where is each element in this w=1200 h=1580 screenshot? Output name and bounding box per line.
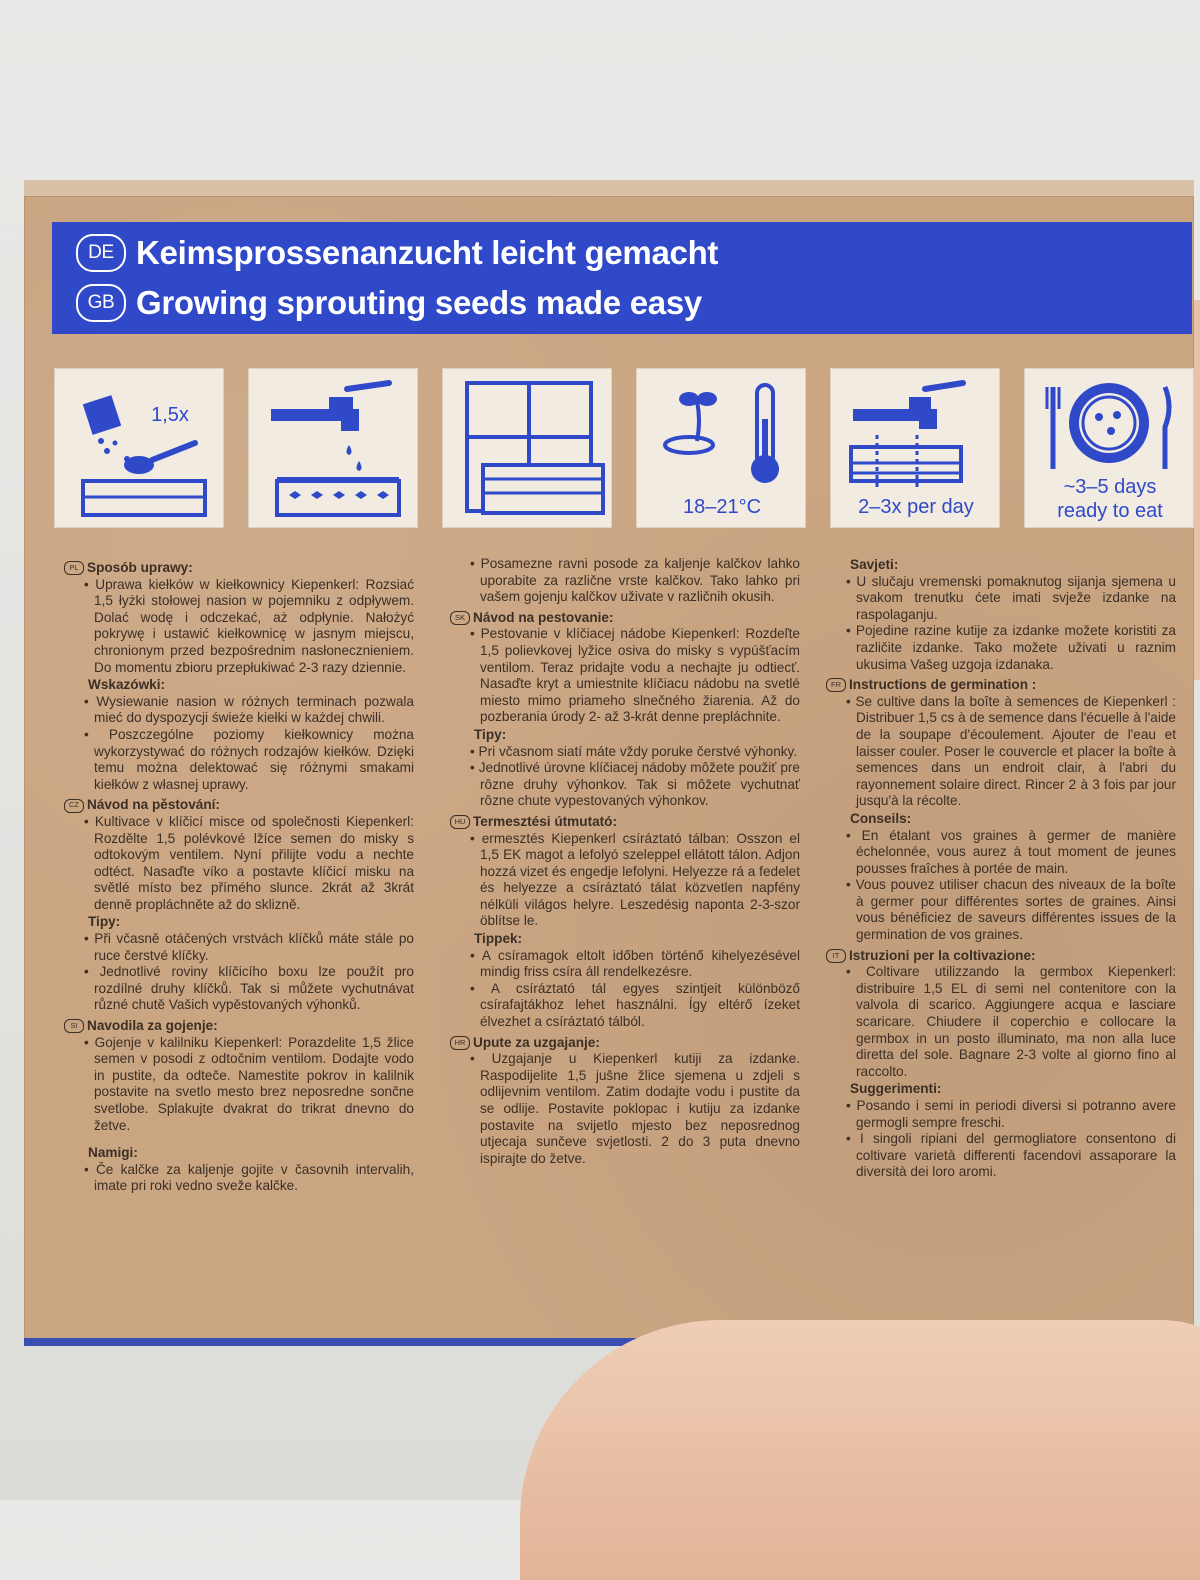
instruction-bullet: • Coltivare utilizzando la germbox Kiepenkerl: distribuire 1,5 EL di semi nel contenitore con la valvola di scarico. Aggiungere acqua e lasciare scaricare. Chiudere il coperchio e collocare la germbox in un posto illuminato, ma non alla luce diretta del sole. Bagnare 2-3 volte al giorno fino al raccolto. [826, 964, 1176, 1080]
instruction-bullet: • Pri včasnom siatí máte vždy poruke čerstvé výhonky. [450, 744, 800, 761]
instruction-bullet: • Če kalčke za kaljenje gojite v časovnih intervalih, imate pri roki vedno sveže kalčke. [64, 1162, 414, 1195]
section-title: Instructions de germination : [849, 677, 1037, 693]
subsection-heading: Namigi: [88, 1145, 138, 1161]
window-light-icon [442, 368, 612, 528]
instruction-bullet: • Wysiewanie nasion w różnych terminach pozwala mieć do dyspozycji świeże kiełki w każdej chwili. [64, 694, 414, 727]
instruction-bullet: • Poszczególne poziomy kiełkownicy można wykorzystywać do różnych rodzajów kiełków. Dzięki temu można delektować się różnymi smakami kiełków z własnej uprawy. [64, 727, 414, 793]
instruction-bullet: • Vous pouvez utiliser chacun des niveaux de la boîte à germer pour différentes sortes de graines. Ainsi vous bénéficiez de saveurs différentes issues de la germination de vos graines. [826, 877, 1176, 943]
subsection-heading: Tipy: [88, 914, 121, 930]
section-heading [450, 1035, 800, 1052]
lang-badge-de: DE [76, 234, 126, 272]
section-title: Termesztési útmutató: [473, 813, 618, 829]
section-heading [64, 1018, 414, 1035]
instruction-bullet: • Jednotlivé roviny klíčicího boxu lze použít pro rozdílné druhy klíčků. Tak si můžete vychutnávat různé chutě Vašich vypěstovaných výhonků. [64, 964, 414, 1014]
column-middle [450, 556, 800, 1167]
banner-line-gb [52, 278, 1192, 328]
banner-line-de [52, 228, 1192, 278]
country-code-badge: SK [450, 611, 470, 625]
section-title: Upute za uzgajanje: [473, 1034, 600, 1050]
section-title: Návod na pestovanie: [473, 609, 614, 625]
instruction-bullet: • Se cultive dans la boîte à semences de Kiepenkerl : Distribuer 1,5 cs à de semence dans l'écuelle à l'aide de la soupape d'écoulement. Ajouter de l'eau et laisser couler. Poser le couvercle et placer la boîte à semences dans un endroit clair, à l'abri du rayonnement solaire direct. Rincer 2 à 3 fois par jour jusqu'à la récolte. [826, 694, 1176, 810]
instruction-bullet: • Gojenje v kalilniku Kiepenkerl: Porazdelite 1,5 žlice semen v posodi z odtočnim ventilom. Dodajte vodo in pustite, da odteče. Namestite pokrov in kalilnik postavite na svetlo mesto brez neposredne sončne svetlobe. Splakujte dvakrat do trikrat dnevno do žetve. [64, 1035, 414, 1135]
banner-title-gb: Growing sprouting seeds made easy [136, 284, 702, 321]
title-banner [52, 222, 1192, 334]
instruction-bullet: • U slučaju vremenski pomaknutog sijanja sjemena u svakom trenutku ćete imati svježe izdanke na raspolaganju. [826, 574, 1176, 624]
section-title: Sposób uprawy: [87, 560, 193, 575]
plate-icon [1024, 368, 1194, 528]
subsection-heading: Wskazówki: [88, 677, 166, 693]
instruction-bullet: • A csíramagok eltolt időben történő kihelyezésével mindig friss csíra áll rendelkezésre. [450, 948, 800, 981]
instruction-bullet: • A csíráztató tál egyes szintjeit különböző csírafajtákhoz lehet használni. Így eltérő ízeket élvezhet a csíráztató tálból. [450, 981, 800, 1031]
instruction-bullet: • Pestovanie v klíčiacej nádobe Kiepenkerl: Rozdeľte 1,5 polievkovej lyžice osiva do misky s vypúšťacím ventilom. Teraz pridajte vodu a nechajte ju odtiecť. Nasaďte kryt a umiestnite klíčiacu nádobu na svetlé miesto mimo priameho slnečného žiarenia. Až do pozberania úrody 2- až 3-krát denne prepláchnite. [450, 626, 800, 726]
instruction-icons [54, 368, 1194, 530]
country-code-badge: IT [826, 949, 846, 963]
ready-to-eat-label: ~3–5 days ready to eat [1057, 476, 1163, 522]
section-heading [64, 797, 414, 814]
holding-hand-bottom [520, 1320, 1200, 1580]
temperature-icon [636, 368, 806, 528]
instruction-bullet: • ermesztés Kiepenkerl csíráztató tálban: Osszon el 1,5 EK magot a lefolyó szeleppel ellátott tálon. Adjon hozzá vizet és engedje lefolyni. Helyezze rá a fedelet és helyezze a csíráztató tálat közvetlen napfény nélküli világos helyre. Leszedésig naponta 2-3-szor öblítse le. [450, 831, 800, 931]
instruction-bullet: • Při včasně otáčených vrstvách klíčků máte stále po ruce čerstvé klíčky. [64, 931, 414, 964]
instruction-bullet: • En étalant vos graines à germer de manière échelonnée, vous aurez à tout moment de jeunes pousses fraîches à portée de main. [826, 828, 1176, 878]
country-code-badge: HU [450, 815, 470, 829]
tap-water-icon [248, 368, 418, 528]
section-heading [450, 814, 800, 831]
country-code-badge: SI [64, 1019, 84, 1033]
section-title: Navodila za gojenje: [87, 1018, 218, 1034]
rinse-frequency-label: 2–3x per day [858, 496, 974, 518]
subsection-heading: Tippek: [474, 931, 523, 947]
section-heading [826, 948, 1176, 965]
instruction-bullet: • Kultivace v klíčicí misce od společnosti Kiepenkerl: Rozdělte 1,5 polévkové lžíce semen do misky s odtokovým ventilem. Nyní přilijte vodu a nechte odtéct. Nasaďte víko a postavte klíčicí misku na světlé místo bez přímého slunce. 2krát až 3krát denně propláchněte až do sklizně. [64, 814, 414, 914]
instruction-bullet: • Uprawa kiełków w kiełkownicy Kiepenkerl: Rozsiać 1,5 łyżki stołowej nasion w pojemniku z odpływem. Dolać wodę i odczekać, aż odpłynie. Nałożyć pokrywę i ustawić kiełkownicę w jasnym miejscu, chronionym przed bezpośrednim nasłonecznieniem. Do momentu zbioru przepłukiwać 2-3 razy dziennie. [64, 577, 414, 677]
rinse-icon [830, 368, 1000, 528]
instruction-bullet: • Posamezne ravni posode za kaljenje kalčkov lahko uporabite za različne vrste kalčkov. Tako lahko pri vašem gojenju kalčkov uživate v različnih okusih. [450, 556, 800, 606]
banner-title-de: Keimsprossenanzucht leicht gemacht [136, 234, 719, 271]
instruction-bullet: • I singoli ripiani del germogliatore consentono di coltivare varietà differenti facendovi assaporare la diversità dei loro aromi. [826, 1131, 1176, 1181]
section-heading [64, 560, 414, 577]
country-code-badge: PL [64, 561, 84, 575]
country-code-badge: HR [450, 1036, 470, 1050]
country-code-badge: FR [826, 678, 846, 692]
subsection-heading: Suggerimenti: [850, 1081, 942, 1097]
instruction-bullet: • Posando i semi in periodi diversi si potranno avere germogli sempre freschi. [826, 1098, 1176, 1131]
lang-badge-gb: GB [76, 284, 126, 322]
section-heading [450, 610, 800, 627]
section-title: Istruzioni per la coltivazione: [849, 947, 1036, 963]
instruction-bullet: • Jednotlivé úrovne klíčiacej nádoby môžete použiť pre rôzne druhy výhonkov. Tak si môžete vychutnať rôzne chute vypestovaných výhonkov. [450, 760, 800, 810]
section-title: Návod na pěstování: [87, 797, 220, 813]
section-heading [826, 677, 1176, 694]
temperature-label: 18–21°C [682, 496, 762, 518]
spoon-count-label: 1,5x [151, 404, 189, 426]
column-left [64, 556, 414, 1195]
subsection-heading: Tipy: [474, 726, 507, 742]
subsection-heading: Conseils: [850, 810, 912, 826]
seed-spoon-icon [54, 368, 224, 528]
column-right [826, 556, 1176, 1181]
instruction-bullet: • Uzgajanje u Kiepenkerl kutiji za izdanke. Raspodijelite 1,5 jušne žlice sjemena u zdjeli s odlijevnim ventilom. Zatim dodajte vodu i pustite da se odlije. Postavite poklopac i kutiju za izdanke postavite na svijetlo mjesto bez neposrednog utjecaja sunčeve svjetlosti. 2 do 3 puta dnevno ispirajte do žetve. [450, 1051, 800, 1167]
spacer [64, 1134, 414, 1144]
subsection-heading: Savjeti: [850, 557, 899, 572]
instruction-bullet: • Pojedine razine kutije za izdanke možete koristiti za različite izdanke. Tako možete uživati u raznim ukusima Vašeg uzgoja izdanaka. [826, 623, 1176, 673]
country-code-badge: CZ [64, 799, 84, 813]
seed-box-back [24, 196, 1194, 1346]
